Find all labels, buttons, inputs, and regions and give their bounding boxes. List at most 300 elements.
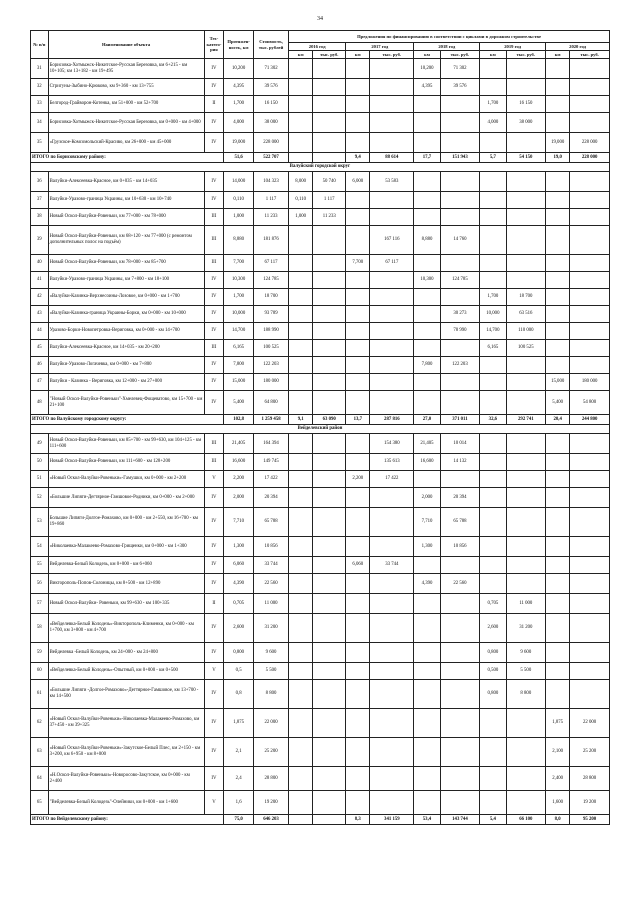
tech-category: IV [204,272,224,289]
year-value [313,226,346,255]
year-value [480,391,506,415]
year-value [289,226,313,255]
year-value [480,508,506,537]
year-value [440,767,480,791]
year-value [570,79,610,96]
year-value: 1 117 [313,192,346,209]
object-name: Стригуны-Зыбино-Крюково, км 9+360 - км 13+755 [48,79,204,96]
year-value [313,663,346,680]
year-value [480,357,506,374]
header-year-2019: 2019 год [480,43,546,51]
year-value [313,557,346,574]
year-value [289,537,313,557]
year-value [570,255,610,272]
cost-thousand-rub: 22 000 [253,709,288,738]
year-value [289,454,313,471]
year-value [546,306,570,323]
year-value [546,289,570,306]
year-value [480,59,506,79]
table-row [31,680,610,709]
row-number: 64 [31,767,49,791]
total-value: 95 200 [570,815,610,825]
year-value [546,680,570,709]
tech-category: IV [204,738,224,767]
row-number: 34 [31,113,49,133]
year-value [370,306,414,323]
length-km: 10,300 [224,272,254,289]
total-label: ИТОГО по Борисовскому району: [31,153,224,163]
table-row [31,133,610,153]
total-value: 8,0 [546,815,570,825]
year-value [546,59,570,79]
tech-category: IV [204,488,224,508]
year-value: 10,200 [414,59,440,79]
table-row [31,306,610,323]
row-number: 46 [31,357,49,374]
table-row [31,574,610,594]
year-value [346,357,370,374]
year-value [506,738,546,767]
year-value [313,374,346,391]
table-body [31,59,610,825]
year-value: 1,000 [289,209,313,226]
object-name: «Н.Оскол-Валуйки-Ровеньки»-Новоросово-Закутское, км 0+000 - км 2+400 [48,767,204,791]
year-value [346,289,370,306]
year-value [480,434,506,454]
year-value [440,663,480,680]
year-value [546,454,570,471]
year-value [346,791,370,815]
cost-thousand-rub: 104 323 [253,172,288,192]
year-value [289,323,313,340]
year-value [480,738,506,767]
year-value [289,557,313,574]
year-value: 7,800 [414,357,440,374]
row-number: 42 [31,289,49,306]
year-value [570,226,610,255]
year-value [480,791,506,815]
year-value [546,340,570,357]
year-value [440,680,480,709]
cost-thousand-rub: 65 788 [253,508,288,537]
tech-category: IV [204,323,224,340]
total-value: 13,7 [346,415,370,425]
year-value [570,680,610,709]
year-value [370,614,414,643]
year-value [480,471,506,488]
length-km: 0,800 [224,643,254,663]
year-value: 0,800 [480,643,506,663]
year-value: 10 856 [440,537,480,557]
tech-category: IV [204,767,224,791]
year-value [414,209,440,226]
year-value [570,113,610,133]
table-row [31,434,610,454]
cost-thousand-rub: 122 203 [253,357,288,374]
cost-thousand-rub: 188 990 [253,323,288,340]
total-cost: 1 259 458 [253,415,288,425]
object-name: «Грузское-Комсомольский-Красиво, км 26+000 - км 45+000 [48,133,204,153]
total-value: 54 150 [506,153,546,163]
object-name: Викторополь-Попов-Солоницы, км 8+500 - км 12+890 [48,574,204,594]
header-rub: тыс. руб. [370,51,414,59]
length-km: 2,4 [224,767,254,791]
year-value [346,59,370,79]
year-value: 14 760 [440,226,480,255]
tech-category: IV [204,133,224,153]
year-value [370,113,414,133]
length-km: 7,710 [224,508,254,537]
year-value [440,391,480,415]
header-year-2017: 2017 год [346,43,414,51]
length-km: 10,000 [224,306,254,323]
total-value: 5,4 [480,815,506,825]
year-value [289,767,313,791]
year-value: 1,600 [546,791,570,815]
year-value [480,79,506,96]
year-value: 2,400 [546,767,570,791]
length-km: 2,1 [224,738,254,767]
year-value: 16 150 [506,96,546,113]
length-km: 0,110 [224,192,254,209]
year-value: 5,400 [546,391,570,415]
year-value [313,643,346,663]
year-value: 30 273 [440,306,480,323]
cost-thousand-rub: 1 117 [253,192,288,209]
tech-category: V [204,471,224,488]
year-value [370,767,414,791]
year-value [414,96,440,113]
year-value [289,96,313,113]
year-value [414,133,440,153]
year-value [346,306,370,323]
header-proposals: Предложения по финансированию в соответствии с циклами в дорожном строительстве [289,31,610,43]
year-value [440,255,480,272]
year-value [546,643,570,663]
table-row [31,738,610,767]
row-number: 56 [31,574,49,594]
total-value [313,153,346,163]
year-value [570,323,610,340]
year-value [414,323,440,340]
year-value [346,680,370,709]
year-value [289,709,313,738]
object-name: Уразово-Борки-Новопетровка-Вериговка, км 0+000 - км 14+700 [48,323,204,340]
page-number: 34 [317,16,323,22]
year-value [370,537,414,557]
year-value [570,306,610,323]
year-value: 9 600 [506,643,546,663]
row-number: 49 [31,434,49,454]
year-value [414,680,440,709]
year-value: 6,165 [480,340,506,357]
year-value [480,767,506,791]
cost-thousand-rub: 31 200 [253,614,288,643]
header-km: км [414,51,440,59]
year-value [480,374,506,391]
cost-thousand-rub: 71 302 [253,59,288,79]
year-value [546,434,570,454]
year-value: 11 000 [506,594,546,614]
year-value [506,791,546,815]
total-value: 244 800 [570,415,610,425]
year-value [289,574,313,594]
year-value [313,738,346,767]
total-value: 27,0 [414,415,440,425]
year-value [506,471,546,488]
year-value: 154 380 [370,434,414,454]
table-row [31,454,610,471]
year-value [414,709,440,738]
year-value [313,680,346,709]
header-num: № п/п [31,31,49,59]
year-value [480,133,506,153]
total-value [313,815,346,825]
year-value [440,340,480,357]
year-value [570,537,610,557]
cost-thousand-rub: 67 117 [253,255,288,272]
row-number: 36 [31,172,49,192]
year-value [506,537,546,557]
cost-thousand-rub: 64 800 [253,391,288,415]
year-value [289,357,313,374]
tech-category: IV [204,557,224,574]
year-value [506,59,546,79]
year-value [313,488,346,508]
year-value [414,391,440,415]
total-value: 66 100 [506,815,546,825]
year-value: 110 000 [506,323,546,340]
total-row [31,815,610,825]
year-value [370,508,414,537]
object-name: «Новый Оскол-Валуйки-Ровеньки»-Закутское-Белый Плес, км 2+150 - км 3+200, км 6+950 - км 8+000 [48,738,204,767]
object-name: Валуйки-Алексеевка-Красное, км 14+035 - км 20+200 [48,340,204,357]
table-row [31,537,610,557]
header-year-2018: 2018 год [414,43,480,51]
row-number: 53 [31,508,49,537]
year-value: 2,000 [414,488,440,508]
row-number: 60 [31,663,49,680]
row-number: 51 [31,471,49,488]
year-value [313,767,346,791]
year-value [289,471,313,488]
year-value: 8,880 [414,226,440,255]
length-km: 1,300 [224,537,254,557]
year-value [546,488,570,508]
year-value [506,374,546,391]
year-value [346,574,370,594]
year-value [546,96,570,113]
year-value: 39 576 [440,79,480,96]
year-value: 1,300 [414,537,440,557]
total-value [289,815,313,825]
year-value [414,791,440,815]
year-value [289,133,313,153]
year-value [289,289,313,306]
year-value [570,643,610,663]
total-value: 287 816 [370,415,414,425]
length-km: 2,000 [224,488,254,508]
year-value [346,537,370,557]
year-value [570,454,610,471]
total-value: 17,7 [414,153,440,163]
row-number: 35 [31,133,49,153]
table-row [31,471,610,488]
tech-category: IV [204,709,224,738]
object-name: "Новый Оскол-Валуйки-Ровеньки"-Хмелевец-Фощеватово, км 15+700 - км 21+100 [48,391,204,415]
row-number: 57 [31,594,49,614]
row-number: 48 [31,391,49,415]
cost-thousand-rub: 9 600 [253,643,288,663]
year-value: 28 800 [570,767,610,791]
year-value [370,79,414,96]
year-value [480,574,506,594]
cost-thousand-rub: 19 200 [253,791,288,815]
length-km: 1,6 [224,791,254,815]
row-number: 38 [31,209,49,226]
year-value: 10,000 [480,306,506,323]
year-value: 78 990 [440,323,480,340]
year-value [346,113,370,133]
year-value [346,96,370,113]
year-value: 25 200 [570,738,610,767]
year-value [346,374,370,391]
year-value: 6,060 [346,557,370,574]
tech-category: III [204,226,224,255]
year-value [289,255,313,272]
year-value: 71 302 [440,59,480,79]
total-value: 9,1 [289,415,313,425]
year-value: 4,395 [414,79,440,96]
year-value [289,663,313,680]
year-value [289,113,313,133]
cost-thousand-rub: 38 000 [253,113,288,133]
table-row [31,709,610,738]
object-name: «Валуйки-Казинка-граница Украины-Борки, км 0+000 - км 10+000 [48,306,204,323]
tech-category: V [204,791,224,815]
year-value [414,614,440,643]
year-value [570,574,610,594]
year-value [414,643,440,663]
year-value [506,272,546,289]
year-value [414,738,440,767]
section-header-row [31,425,610,434]
tech-category: IV [204,192,224,209]
year-value [546,272,570,289]
year-value: 7,710 [414,508,440,537]
year-value: 10 014 [440,434,480,454]
object-name: Валуйки-Уразово-Логачевка, км 0+000 - км 7+800 [48,357,204,374]
total-value: 63 090 [313,415,346,425]
cost-thousand-rub: 5 500 [253,663,288,680]
year-value [414,192,440,209]
cost-thousand-rub: 164 394 [253,434,288,454]
year-value: 16,600 [414,454,440,471]
year-value [480,454,506,471]
cost-thousand-rub: 25 200 [253,738,288,767]
year-value [313,340,346,357]
length-km: 15,000 [224,374,254,391]
year-value [414,374,440,391]
year-value [313,391,346,415]
year-value [480,192,506,209]
year-value [289,59,313,79]
year-value [346,272,370,289]
year-value: 33 744 [370,557,414,574]
total-label: ИТОГО по Вейделевскому району: [31,815,224,825]
year-value [570,96,610,113]
year-value [313,357,346,374]
year-value [370,594,414,614]
year-value [506,192,546,209]
row-number: 55 [31,557,49,574]
year-value: 7,700 [346,255,370,272]
year-value [346,663,370,680]
year-value: 14,700 [480,323,506,340]
year-value: 135 613 [370,454,414,471]
year-value: 167 116 [370,226,414,255]
length-km: 1,000 [224,209,254,226]
year-value [440,471,480,488]
row-number: 47 [31,374,49,391]
year-value [570,357,610,374]
object-name: «Новый Оскол-Валуйки-Ровеньки»-Гамушки, км 0+000 - км 2+200 [48,471,204,488]
object-name: «Большие Липяги -Долгое-Ромахово»-Дегтярное-Гамшовое, км 13+700 - км 14+500 [48,680,204,709]
total-length: 102,8 [224,415,254,425]
year-value [346,434,370,454]
year-value [546,574,570,594]
year-value [370,59,414,79]
cost-thousand-rub: 20 394 [253,488,288,508]
table-row [31,113,610,133]
year-value [546,357,570,374]
year-value [570,209,610,226]
cost-thousand-rub: 22 560 [253,574,288,594]
table-row [31,508,610,537]
year-value [313,508,346,537]
cost-thousand-rub: 18 700 [253,289,288,306]
year-value [414,663,440,680]
total-value: 151 943 [440,153,480,163]
year-value [313,255,346,272]
cost-thousand-rub: 228 000 [253,133,288,153]
object-name: Новый Оскол-Валуйки-Ровеньки, км 111+600 - км 128+200 [48,454,204,471]
year-value [289,738,313,767]
year-value: 54 800 [570,391,610,415]
object-name: «Николаевка-Малакеево-Ромахово-Грищенки, км 0+000 - км 1+300 [48,537,204,557]
year-value [313,709,346,738]
year-value [546,663,570,680]
year-value [370,574,414,594]
object-name: Валуйки-Уразово-граница Украины, км 7+800 - км 18+100 [48,272,204,289]
header-km: км [546,51,570,59]
year-value [370,340,414,357]
year-value: 0,110 [289,192,313,209]
year-value [289,340,313,357]
year-value [506,574,546,594]
year-value: 180 000 [570,374,610,391]
length-km: 2,600 [224,614,254,643]
year-value [370,643,414,663]
tech-category: III [204,255,224,272]
header-category: Тех-катего-рия [204,31,224,59]
year-value [546,113,570,133]
object-name: Борисовка-Хотмыжск-Никитское-Русская Березовка, км 6+215 - км 10+105; км 13+182 - км 19+495 [48,59,204,79]
header-length: Протяжен-ность, км [224,31,254,59]
cost-thousand-rub: 93 789 [253,306,288,323]
cost-thousand-rub: 11 233 [253,209,288,226]
tech-category: V [204,663,224,680]
